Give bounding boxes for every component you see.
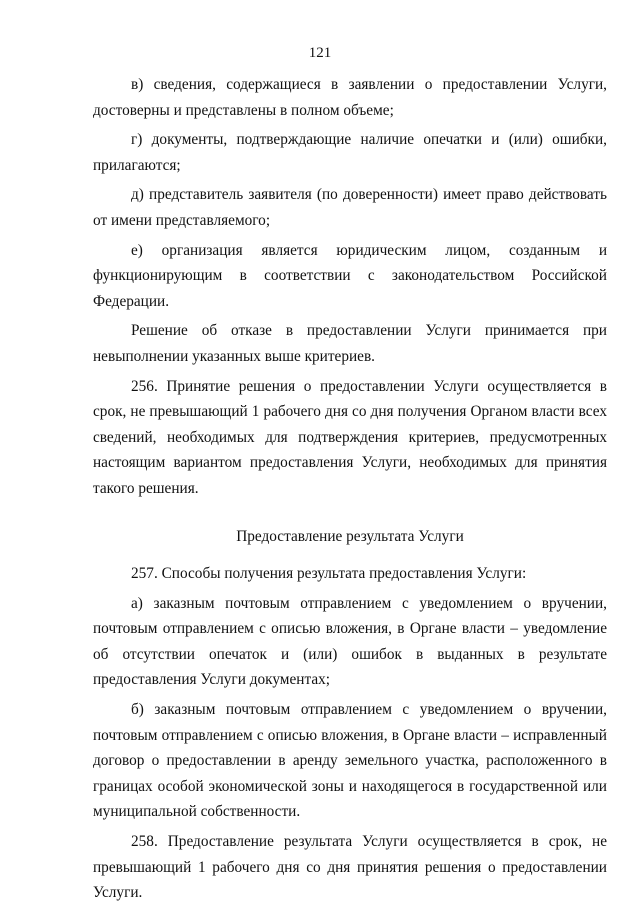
paragraph-d: д) представитель заявителя (по доверенности) имеет право действовать от имени представляемого; bbox=[93, 186, 607, 229]
paragraph-refusal: Решение об отказе в предоставлении Услуги принимается при невыполнении указанных выше критериев. bbox=[93, 322, 607, 365]
section-heading: Предоставление результата Услуги bbox=[236, 527, 464, 545]
paragraph-258: 258. Предоставление результата Услуги осуществляется в срок, не превышающий 1 рабочего дня со дня принятия решения о предоставлении Услуги. bbox=[93, 833, 607, 902]
page-number: 121 bbox=[308, 45, 332, 61]
document-body bbox=[93, 72, 607, 910]
paragraph-257-a: а) заказным почтовым отправлением с уведомлением о вручении, почтовым отправлением с описью вложения, в Органе власти – уведомление об отсутствии опечаток и (или) ошибок в выданных в результате предоставления Услуги документах; bbox=[93, 594, 607, 689]
paragraph-e: е) организация является юридическим лицом, созданным и функционирующим в соответствии с законодательством Российской Федерации. bbox=[93, 241, 607, 310]
paragraph-256: 256. Принятие решения о предоставлении Услуги осуществляется в срок, не превышающий 1 рабочего дня со дня получения Органом власти всех сведений, необходимых для подтверждения критериев, предусмотренных настоящим вариантом предоставления Услуги, необходимых для принятия такого решения. bbox=[93, 377, 607, 497]
paragraph-v: в) сведения, содержащиеся в заявлении о предоставлении Услуги, достоверны и представлены в полном объеме; bbox=[93, 76, 607, 119]
paragraph-257: 257. Способы получения результата предоставления Услуги: bbox=[131, 565, 527, 583]
paragraph-257-b: б) заказным почтовым отправлением с уведомлением о вручении, почтовым отправлением с описью вложения, в Органе власти – исправленный договор о предоставлении в аренду земельного участка, расположенного в границах особой экономической зоны и находящегося в государственной или муниципальной собственности. bbox=[93, 701, 607, 821]
paragraph-g: г) документы, подтверждающие наличие опечатки и (или) ошибки, прилагаются; bbox=[93, 131, 607, 174]
